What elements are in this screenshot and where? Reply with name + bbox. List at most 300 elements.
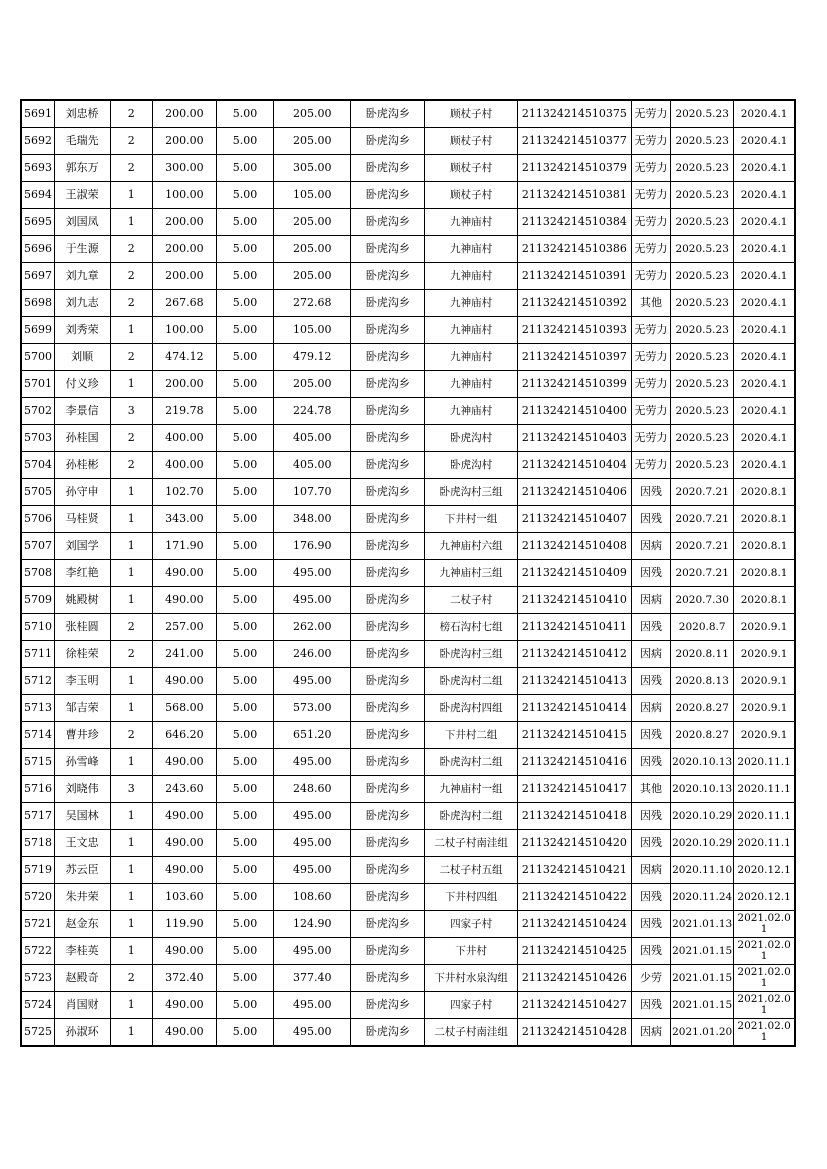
person-name-cell: 朱井荣 [54,884,110,911]
extra-amount-cell: 5.00 [216,749,273,776]
total-amount-cell: 495.00 [274,857,351,884]
id-number-cell: 211324214510397 [517,344,631,371]
approval-date-cell: 2020.5.23 [671,155,734,182]
approval-date-cell: 2020.5.23 [671,128,734,155]
start-date-cell: 2020.4.1 [734,128,795,155]
approval-date-cell: 2020.10.13 [671,749,734,776]
base-amount-cell: 219.78 [152,398,216,425]
reason-cell: 因残 [632,722,671,749]
township-cell: 卧虎沟乡 [351,803,425,830]
total-amount-cell: 405.00 [274,452,351,479]
extra-amount-cell: 5.00 [216,803,273,830]
person-name-cell: 赵金东 [54,911,110,938]
household-size-cell: 2 [110,155,152,182]
row-index-cell: 5714 [21,722,54,749]
total-amount-cell: 176.90 [274,533,351,560]
household-size-cell: 1 [110,668,152,695]
extra-amount-cell: 5.00 [216,722,273,749]
row-index-cell: 5723 [21,965,54,992]
table-row [21,263,795,290]
reason-cell: 因病 [632,857,671,884]
village-cell: 九神庙村 [425,371,517,398]
reason-cell: 因病 [632,695,671,722]
household-size-cell: 1 [110,533,152,560]
person-name-cell: 刘九志 [54,290,110,317]
row-index-cell: 5718 [21,830,54,857]
base-amount-cell: 372.40 [152,965,216,992]
reason-cell: 无劳力 [632,317,671,344]
household-size-cell: 2 [110,290,152,317]
township-cell: 卧虎沟乡 [351,695,425,722]
household-size-cell: 1 [110,911,152,938]
table-row [21,506,795,533]
extra-amount-cell: 5.00 [216,965,273,992]
id-number-cell: 211324214510421 [517,857,631,884]
township-cell: 卧虎沟乡 [351,182,425,209]
village-cell: 四家子村 [425,992,517,1019]
start-date-cell: 2020.11.1 [734,803,795,830]
row-index-cell: 5697 [21,263,54,290]
person-name-cell: 李红艳 [54,560,110,587]
table-row [21,398,795,425]
base-amount-cell: 200.00 [152,371,216,398]
total-amount-cell: 305.00 [274,155,351,182]
village-cell: 卧虎沟村二组 [425,749,517,776]
base-amount-cell: 490.00 [152,1019,216,1047]
row-index-cell: 5701 [21,371,54,398]
township-cell: 卧虎沟乡 [351,263,425,290]
approval-date-cell: 2020.8.27 [671,722,734,749]
village-cell: 九神庙村一组 [425,776,517,803]
person-name-cell: 刘忠桥 [54,100,110,128]
table-row [21,1019,795,1047]
id-number-cell: 211324214510386 [517,236,631,263]
row-index-cell: 5713 [21,695,54,722]
extra-amount-cell: 5.00 [216,236,273,263]
total-amount-cell: 105.00 [274,182,351,209]
township-cell: 卧虎沟乡 [351,506,425,533]
reason-cell: 因残 [632,884,671,911]
extra-amount-cell: 5.00 [216,182,273,209]
table-row [21,209,795,236]
township-cell: 卧虎沟乡 [351,452,425,479]
approval-date-cell: 2020.5.23 [671,209,734,236]
total-amount-cell: 205.00 [274,263,351,290]
extra-amount-cell: 5.00 [216,614,273,641]
extra-amount-cell: 5.00 [216,911,273,938]
total-amount-cell: 651.20 [274,722,351,749]
row-index-cell: 5691 [21,100,54,128]
person-name-cell: 李玉明 [54,668,110,695]
household-size-cell: 1 [110,587,152,614]
household-size-cell: 1 [110,695,152,722]
person-name-cell: 孙桂国 [54,425,110,452]
base-amount-cell: 200.00 [152,128,216,155]
start-date-cell: 2020.8.1 [734,587,795,614]
person-name-cell: 刘晓伟 [54,776,110,803]
table-row [21,857,795,884]
township-cell: 卧虎沟乡 [351,776,425,803]
row-index-cell: 5698 [21,290,54,317]
id-number-cell: 211324214510411 [517,614,631,641]
township-cell: 卧虎沟乡 [351,614,425,641]
township-cell: 卧虎沟乡 [351,965,425,992]
household-size-cell: 1 [110,506,152,533]
reason-cell: 因病 [632,1019,671,1047]
approval-date-cell: 2020.5.23 [671,344,734,371]
household-size-cell: 1 [110,830,152,857]
id-number-cell: 211324214510415 [517,722,631,749]
extra-amount-cell: 5.00 [216,371,273,398]
village-cell: 九神庙村六组 [425,533,517,560]
reason-cell: 因残 [632,749,671,776]
start-date-cell: 2020.12.1 [734,884,795,911]
village-cell: 二杖子村五组 [425,857,517,884]
total-amount-cell: 108.60 [274,884,351,911]
row-index-cell: 5702 [21,398,54,425]
id-number-cell: 211324214510393 [517,317,631,344]
extra-amount-cell: 5.00 [216,128,273,155]
reason-cell: 因残 [632,830,671,857]
table-row [21,452,795,479]
reason-cell: 因残 [632,803,671,830]
reason-cell: 因病 [632,587,671,614]
person-name-cell: 付义珍 [54,371,110,398]
village-cell: 九神庙村 [425,290,517,317]
township-cell: 卧虎沟乡 [351,290,425,317]
village-cell: 下井村水泉沟组 [425,965,517,992]
person-name-cell: 王文忠 [54,830,110,857]
household-size-cell: 2 [110,614,152,641]
person-name-cell: 孙守申 [54,479,110,506]
township-cell: 卧虎沟乡 [351,425,425,452]
approval-date-cell: 2020.5.23 [671,100,734,128]
table-row [21,182,795,209]
approval-date-cell: 2020.11.24 [671,884,734,911]
village-cell: 九神庙村 [425,263,517,290]
start-date-cell: 2020.4.1 [734,290,795,317]
extra-amount-cell: 5.00 [216,938,273,965]
record-table-body [21,100,795,1046]
id-number-cell: 211324214510400 [517,398,631,425]
reason-cell: 因病 [632,533,671,560]
base-amount-cell: 474.12 [152,344,216,371]
person-name-cell: 王淑荣 [54,182,110,209]
extra-amount-cell: 5.00 [216,290,273,317]
table-row [21,992,795,1019]
total-amount-cell: 205.00 [274,236,351,263]
base-amount-cell: 490.00 [152,938,216,965]
base-amount-cell: 343.00 [152,506,216,533]
base-amount-cell: 568.00 [152,695,216,722]
township-cell: 卧虎沟乡 [351,884,425,911]
id-number-cell: 211324214510422 [517,884,631,911]
total-amount-cell: 105.00 [274,317,351,344]
household-size-cell: 1 [110,479,152,506]
row-index-cell: 5716 [21,776,54,803]
row-index-cell: 5722 [21,938,54,965]
township-cell: 卧虎沟乡 [351,992,425,1019]
total-amount-cell: 377.40 [274,965,351,992]
township-cell: 卧虎沟乡 [351,587,425,614]
household-size-cell: 2 [110,452,152,479]
person-name-cell: 赵殿奇 [54,965,110,992]
household-size-cell: 3 [110,398,152,425]
start-date-cell: 2020.4.1 [734,371,795,398]
person-name-cell: 李桂英 [54,938,110,965]
total-amount-cell: 262.00 [274,614,351,641]
base-amount-cell: 257.00 [152,614,216,641]
base-amount-cell: 490.00 [152,830,216,857]
approval-date-cell: 2021.01.15 [671,992,734,1019]
extra-amount-cell: 5.00 [216,317,273,344]
township-cell: 卧虎沟乡 [351,911,425,938]
reason-cell: 因残 [632,614,671,641]
person-name-cell: 刘九章 [54,263,110,290]
table-row [21,938,795,965]
base-amount-cell: 490.00 [152,587,216,614]
reason-cell: 无劳力 [632,398,671,425]
approval-date-cell: 2020.5.23 [671,371,734,398]
approval-date-cell: 2020.8.27 [671,695,734,722]
township-cell: 卧虎沟乡 [351,398,425,425]
total-amount-cell: 107.70 [274,479,351,506]
extra-amount-cell: 5.00 [216,857,273,884]
extra-amount-cell: 5.00 [216,398,273,425]
extra-amount-cell: 5.00 [216,668,273,695]
row-index-cell: 5699 [21,317,54,344]
id-number-cell: 211324214510417 [517,776,631,803]
person-name-cell: 刘顺 [54,344,110,371]
approval-date-cell: 2021.01.20 [671,1019,734,1047]
household-size-cell: 1 [110,209,152,236]
total-amount-cell: 495.00 [274,830,351,857]
row-index-cell: 5694 [21,182,54,209]
row-index-cell: 5719 [21,857,54,884]
household-size-cell: 3 [110,776,152,803]
village-cell: 下井村 [425,938,517,965]
township-cell: 卧虎沟乡 [351,857,425,884]
person-name-cell: 郭东万 [54,155,110,182]
table-row [21,641,795,668]
approval-date-cell: 2020.10.29 [671,830,734,857]
person-name-cell: 孙雪峰 [54,749,110,776]
reason-cell: 无劳力 [632,452,671,479]
id-number-cell: 211324214510425 [517,938,631,965]
id-number-cell: 211324214510410 [517,587,631,614]
id-number-cell: 211324214510424 [517,911,631,938]
person-name-cell: 于生源 [54,236,110,263]
extra-amount-cell: 5.00 [216,641,273,668]
base-amount-cell: 100.00 [152,182,216,209]
table-row [21,884,795,911]
person-name-cell: 马桂贤 [54,506,110,533]
row-index-cell: 5696 [21,236,54,263]
start-date-cell: 2020.12.1 [734,857,795,884]
household-size-cell: 1 [110,317,152,344]
village-cell: 卧虎沟村三组 [425,479,517,506]
household-size-cell: 2 [110,965,152,992]
row-index-cell: 5710 [21,614,54,641]
row-index-cell: 5709 [21,587,54,614]
extra-amount-cell: 5.00 [216,155,273,182]
start-date-cell: 2020.8.1 [734,560,795,587]
approval-date-cell: 2021.01.15 [671,938,734,965]
village-cell: 下井村一组 [425,506,517,533]
start-date-cell: 2021.02.01 [734,965,795,992]
table-row [21,803,795,830]
approval-date-cell: 2020.5.23 [671,317,734,344]
reason-cell: 其他 [632,776,671,803]
village-cell: 九神庙村 [425,209,517,236]
id-number-cell: 211324214510384 [517,209,631,236]
id-number-cell: 211324214510420 [517,830,631,857]
extra-amount-cell: 5.00 [216,263,273,290]
household-size-cell: 2 [110,236,152,263]
row-index-cell: 5693 [21,155,54,182]
township-cell: 卧虎沟乡 [351,560,425,587]
row-index-cell: 5708 [21,560,54,587]
village-cell: 九神庙村 [425,236,517,263]
reason-cell: 因残 [632,560,671,587]
start-date-cell: 2020.4.1 [734,317,795,344]
reason-cell: 因残 [632,479,671,506]
id-number-cell: 211324214510403 [517,425,631,452]
reason-cell: 因残 [632,506,671,533]
village-cell: 卧虎沟村四组 [425,695,517,722]
total-amount-cell: 495.00 [274,560,351,587]
start-date-cell: 2020.4.1 [734,425,795,452]
approval-date-cell: 2020.5.23 [671,425,734,452]
extra-amount-cell: 5.00 [216,506,273,533]
start-date-cell: 2020.4.1 [734,398,795,425]
reason-cell: 无劳力 [632,155,671,182]
reason-cell: 因残 [632,938,671,965]
table-row [21,290,795,317]
person-name-cell: 吴国林 [54,803,110,830]
table-row [21,479,795,506]
township-cell: 卧虎沟乡 [351,155,425,182]
base-amount-cell: 102.70 [152,479,216,506]
start-date-cell: 2020.8.1 [734,479,795,506]
row-index-cell: 5720 [21,884,54,911]
total-amount-cell: 495.00 [274,803,351,830]
person-name-cell: 徐桂荣 [54,641,110,668]
base-amount-cell: 200.00 [152,100,216,128]
start-date-cell: 2020.8.1 [734,506,795,533]
person-name-cell: 刘秀荣 [54,317,110,344]
extra-amount-cell: 5.00 [216,695,273,722]
township-cell: 卧虎沟乡 [351,668,425,695]
id-number-cell: 211324214510418 [517,803,631,830]
id-number-cell: 211324214510426 [517,965,631,992]
reason-cell: 其他 [632,290,671,317]
start-date-cell: 2020.4.1 [734,452,795,479]
township-cell: 卧虎沟乡 [351,830,425,857]
village-cell: 卧虎沟村 [425,452,517,479]
township-cell: 卧虎沟乡 [351,128,425,155]
person-name-cell: 姚殿树 [54,587,110,614]
total-amount-cell: 495.00 [274,749,351,776]
id-number-cell: 211324214510392 [517,290,631,317]
start-date-cell: 2021.02.01 [734,992,795,1019]
id-number-cell: 211324214510406 [517,479,631,506]
id-number-cell: 211324214510379 [517,155,631,182]
person-name-cell: 孙桂彬 [54,452,110,479]
village-cell: 四家子村 [425,911,517,938]
extra-amount-cell: 5.00 [216,884,273,911]
person-name-cell: 李景信 [54,398,110,425]
table-row [21,425,795,452]
approval-date-cell: 2020.7.30 [671,587,734,614]
person-name-cell: 孙淑环 [54,1019,110,1047]
table-row [21,236,795,263]
table-row [21,965,795,992]
extra-amount-cell: 5.00 [216,992,273,1019]
village-cell: 顾杖子村 [425,100,517,128]
id-number-cell: 211324214510407 [517,506,631,533]
id-number-cell: 211324214510399 [517,371,631,398]
household-size-cell: 2 [110,722,152,749]
extra-amount-cell: 5.00 [216,425,273,452]
base-amount-cell: 490.00 [152,803,216,830]
household-size-cell: 1 [110,560,152,587]
start-date-cell: 2021.02.01 [734,1019,795,1047]
base-amount-cell: 200.00 [152,236,216,263]
row-index-cell: 5703 [21,425,54,452]
total-amount-cell: 205.00 [274,209,351,236]
total-amount-cell: 495.00 [274,587,351,614]
base-amount-cell: 300.00 [152,155,216,182]
start-date-cell: 2020.4.1 [734,236,795,263]
row-index-cell: 5695 [21,209,54,236]
household-size-cell: 2 [110,344,152,371]
table-row [21,100,795,128]
household-size-cell: 1 [110,749,152,776]
total-amount-cell: 205.00 [274,371,351,398]
village-cell: 九神庙村 [425,317,517,344]
reason-cell: 无劳力 [632,100,671,128]
reason-cell: 无劳力 [632,263,671,290]
base-amount-cell: 100.00 [152,317,216,344]
township-cell: 卧虎沟乡 [351,938,425,965]
row-index-cell: 5700 [21,344,54,371]
total-amount-cell: 495.00 [274,1019,351,1047]
total-amount-cell: 124.90 [274,911,351,938]
approval-date-cell: 2020.8.11 [671,641,734,668]
total-amount-cell: 573.00 [274,695,351,722]
row-index-cell: 5706 [21,506,54,533]
row-index-cell: 5717 [21,803,54,830]
approval-date-cell: 2020.5.23 [671,182,734,209]
person-name-cell: 苏云臣 [54,857,110,884]
reason-cell: 少劳 [632,965,671,992]
person-name-cell: 毛瑞先 [54,128,110,155]
record-table [20,99,796,1047]
base-amount-cell: 243.60 [152,776,216,803]
start-date-cell: 2020.9.1 [734,695,795,722]
extra-amount-cell: 5.00 [216,533,273,560]
approval-date-cell: 2020.7.21 [671,560,734,587]
table-row [21,128,795,155]
approval-date-cell: 2020.8.7 [671,614,734,641]
id-number-cell: 211324214510412 [517,641,631,668]
village-cell: 卧虎沟村三组 [425,641,517,668]
village-cell: 二杖子村南洼组 [425,830,517,857]
row-index-cell: 5721 [21,911,54,938]
start-date-cell: 2020.11.1 [734,830,795,857]
approval-date-cell: 2020.5.23 [671,290,734,317]
